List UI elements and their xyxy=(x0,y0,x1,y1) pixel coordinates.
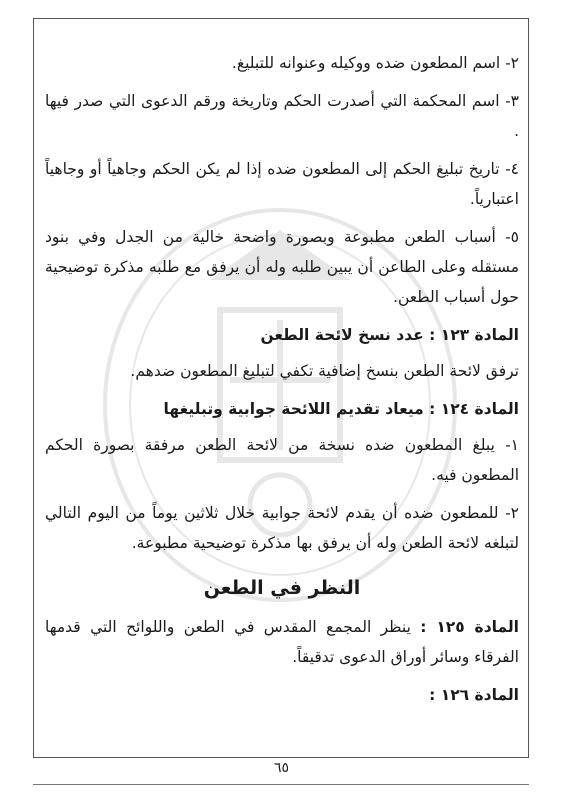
item-4: ٤- تاريخ تبليغ الحكم إلى المطعون ضده إذا لم يكن الحكم وجاهياً أو وجاهياً اعتبارياً. xyxy=(45,160,519,208)
article-124-para-1: ١- يبلغ المطعون ضده نسخة من لائحة الطعن مرفقة بصورة الحكم المطعون فيه. xyxy=(45,436,519,484)
article-123-text: ترفق لائحة الطعن بنسخ إضافية تكفي لتبليغ المطعون ضدهم. xyxy=(130,362,519,380)
item-3: ٣- اسم المحكمة التي أصدرت الحكم وتاريخة ورقم الدعوى التي صدر فيها . xyxy=(45,92,519,140)
item-5: ٥- أسباب الطعن مطبوعة وبصورة واضحة خالية من الجدل وفي بنود مستقله وعلى الطاعن أن يبين طلبه وله أن يرفق مع طلبه مذكرة توضيحية حول أسباب الطعن. xyxy=(45,228,519,306)
article-125-label: المادة ١٢٥ : xyxy=(420,618,519,636)
article-124-para-2: ٢- للمطعون ضده أن يقدم لائحة جوابية خلال ثلاثين يوماً من اليوم التالي لتبلغه لائحة الطعن وله أن يرفق بها مذكرة توضيحية مطبوعة. xyxy=(45,504,519,552)
article-123-heading: المادة ١٢٣ : عدد نسخ لائحة الطعن xyxy=(260,326,519,344)
article-125 xyxy=(45,612,519,672)
article-126-label: المادة ١٢٦ : xyxy=(429,686,519,704)
article-124-heading: المادة ١٢٤ : ميعاد تقديم اللائحة جوابية وتبليغها xyxy=(163,400,519,418)
page-number: ٦٥ xyxy=(273,760,290,776)
section-title: النظر في الطعن xyxy=(203,577,361,599)
article-126 xyxy=(45,680,519,710)
bottom-rule xyxy=(33,784,529,785)
article-125-text: ينظر المجمع المقدس في الطعن واللوائح التي قدمها الفرقاء وسائر أوراق الدعوى تدقيقاً. xyxy=(45,618,519,666)
item-2: ٢- اسم المطعون ضده ووكيله وعنوانه للتبليغ. xyxy=(231,54,519,72)
